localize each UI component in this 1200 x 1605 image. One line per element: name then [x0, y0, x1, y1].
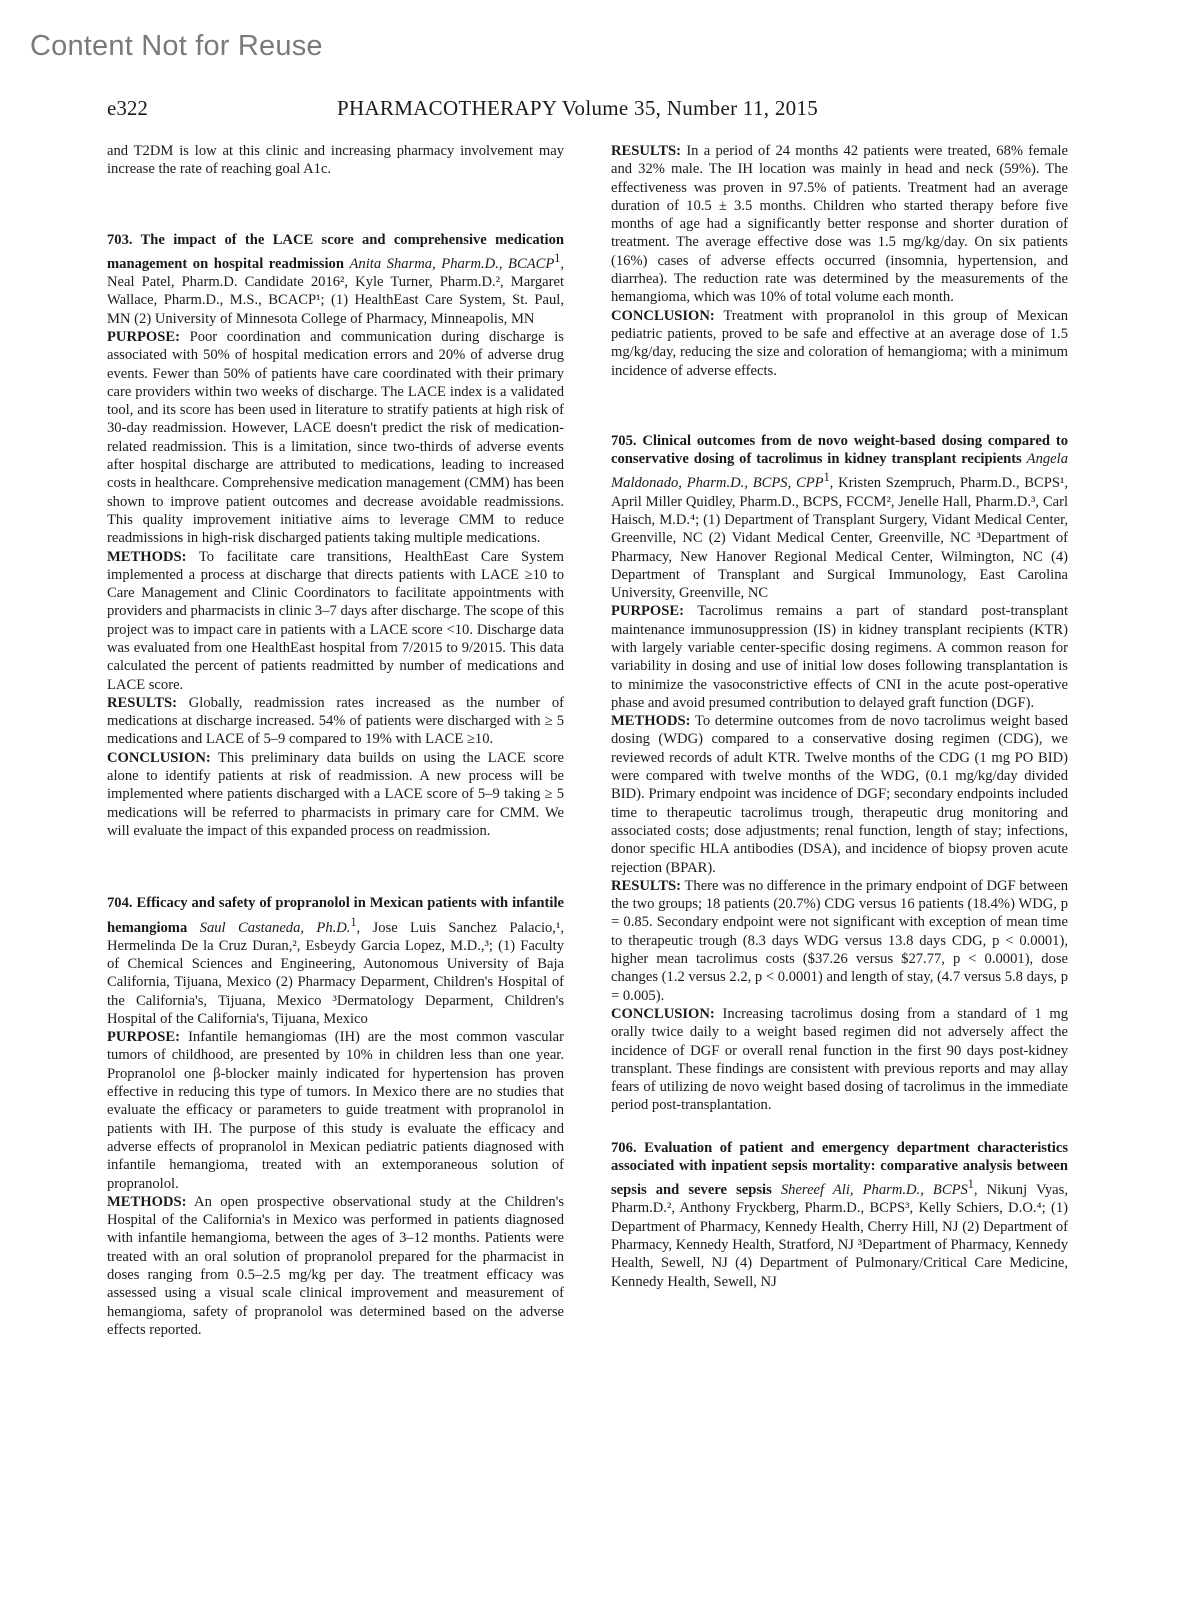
methods-paragraph	[107, 1193, 564, 1339]
results-label: RESULTS:	[107, 694, 178, 711]
purpose-label: PURPOSE:	[107, 1029, 180, 1046]
methods-text: To facilitate care transitions, HealthEast Care System implemented a process at discharge that directs patients with LACE ≥10 to Care Management and Clinic Coordinators to facilitate appointments with providers and pharmacists in clinic 3–7 days after discharge. The scope of this project was to impact care in patients with a LACE score <10. Discharge data was evaluated from one HealthEast hospital from 7/2015 to 9/2015. This data calculated the percent of patients readmitted by number of medications and LACE score.	[107, 548, 565, 693]
conclusion-paragraph	[611, 307, 1068, 380]
author-list: , Nikunj Vyas, Pharm.D.², Anthony Fryckberg, Pharm.D., BCPS³, Kelly Schiers, D.O.⁴; (1) Department of Pharmacy, Kennedy Health, Cherry Hill, NJ (2) Department of Pharmacy, Kennedy Health, Stratford, NJ ³Department of Pharmacy, Kennedy Health, Sewell, NJ (4) Department of Pulmonary/Critical Care Medicine, Kennedy Health, Sewell, NJ	[611, 1182, 1068, 1290]
methods-paragraph	[107, 548, 564, 694]
abstract-heading	[107, 894, 564, 1028]
conclusion-label: CONCLUSION:	[611, 1005, 715, 1022]
author-superscript: 1	[554, 250, 561, 265]
page-number: e322	[107, 96, 148, 120]
abstract-706	[611, 1139, 1068, 1291]
continued-text: and T2DM is low at this clinic and increasing pharmacy involvement may increase the rate of reaching goal A1c.	[107, 143, 564, 178]
abstract-title: 703. The impact of the LACE score and comprehensive medication management on hospital readmission	[107, 231, 564, 272]
methods-paragraph	[611, 712, 1068, 877]
conclusion-text: This preliminary data builds on using the LACE score alone to identify patients at risk of readmission. A new process will be implemented where patients discharged with a LACE score of 5–9 taking ≥ 5 medications will be referred to pharmacists in primary care for CMM. We will evaluate the impact of this expanded process on readmission.	[107, 749, 565, 839]
first-author: Anita Sharma, Pharm.D., BCACP	[349, 255, 555, 272]
purpose-paragraph	[107, 1028, 564, 1193]
journal-header: PHARMACOTHERAPY Volume 35, Number 11, 2015	[337, 96, 819, 120]
methods-label: METHODS:	[611, 713, 691, 730]
author-superscript: 1	[823, 470, 830, 485]
results-label: RESULTS:	[611, 143, 682, 159]
first-author: Saul Castaneda, Ph.D.	[199, 919, 351, 936]
abstract-705	[611, 432, 1068, 1115]
methods-text: An open prospective observational study at the Children's Hospital of the California's in Mexico was performed in patients diagnosed with infantile hemangioma, between the ages of 3–12 months. Patients were treated with an oral solution of propranolol prepared for the pharmacist in doses ranging from 0.5–2.5 mg/kg per day. The treatment efficacy was assessed using a visual scale clinical improvement and measurement of hemangioma, safety of propranolol was determined based on the adverse effects reported.	[107, 1193, 565, 1338]
purpose-label: PURPOSE:	[107, 328, 180, 345]
methods-text: To determine outcomes from de novo tacrolimus weight based dosing (WDG) compared to a conservative dosing regimen (CDG), we reviewed records of adult KTR. Twelve months of the CDG (1 mg PO BID) were compared with twelve months of the WDG, (0.1 mg/kg/day divided BID). Primary endpoint was incidence of DGF; secondary endpoints included time to therapeutic tacrolimus trough, therapeutic drug monitoring and associated costs; dose adjustments; renal function, length of stay; infections, donor specific HLA antibodies (DSA), and incidence of biopsy proven acute rejection (BPAR).	[611, 713, 1068, 876]
conclusion-paragraph	[107, 749, 564, 840]
abstract-title: 705. Clinical outcomes from de novo weight-based dosing compared to conservative dosing of tacrolimus in kidney transplant recipients	[611, 432, 1068, 468]
author-list: , Neal Patel, Pharm.D. Candidate 2016², Kyle Turner, Pharm.D.², Margaret Wallace, Pharm.D., M.S., BCACP¹; (1) HealthEast Care System, St. Paul, MN (2) University of Minnesota College of Pharmacy, Minneapolis, MN	[107, 255, 565, 327]
results-text: There was no difference in the primary endpoint of DGF between the two groups; 18 patients (20.7%) CDG versus 16 patients (18.4%) WDG, p = 0.85. Secondary endpoint were not significant with exception of mean time to therapeutic trough (8.3 days WDG versus 13.8 days CDG, p < 0.0001), higher mean tacrolimus costs ($37.26 versus $27.77, p < 0.0001), dose changes (1.2 versus 2.2, p < 0.0001) and length of stay, (4.7 versus 5.8 days, p = 0.005).	[611, 877, 1069, 1004]
abstract-title: 704. Efficacy and safety of propranolol in Mexican patients with infantile hemangioma	[107, 895, 564, 936]
watermark-text: Content Not for Reuse	[30, 30, 323, 62]
abstract-heading	[107, 231, 564, 328]
conclusion-label: CONCLUSION:	[611, 307, 715, 324]
left-column	[107, 142, 564, 1339]
author-list: , Jose Luis Sanchez Palacio,¹, Hermelinda De la Cruz Duran,², Esbeydy Garcia Lopez, M.D.,³; (1) Faculty of Chemical Sciences and Engineering, Autonomous University of Baja California, Tijuana, Mexico (2) Pharmacy Deparment, Children's Hospital of the California's, Tijuana, Mexico ³Dermatology Deparment, Children's Hospital of the California's, Tijuana, Mexico	[107, 919, 564, 1027]
results-text: Globally, readmission rates increased as the number of medications at discharge increased. 54% of patients were discharged with ≥ 5 medications and LACE of 5–9 compared to 19% with LACE ≥10.	[107, 694, 565, 748]
conclusion-text: Treatment with propranolol in this group of Mexican pediatric patients, proved to be safe and effective at an average dose of 1.5 mg/kg/day, reducing the size and coloration of hemangioma; with a minimum incidence of adverse effects.	[611, 307, 1068, 379]
conclusion-text: Increasing tacrolimus dosing from a standard of 1 mg orally twice daily to a weight based regimen did not adversely affect the incidence of DGF or overall renal function in the first 90 days post-kidney transplant. These findings are consistent with previous reports and may allay fears of utilizing de novo weight based dosing of tacrolimus in the immediate period post-transplantation.	[611, 1005, 1069, 1114]
right-column	[611, 142, 1068, 1291]
abstract-703	[107, 231, 564, 841]
purpose-label: PURPOSE:	[611, 603, 684, 620]
results-label: RESULTS:	[611, 877, 682, 894]
purpose-text: Tacrolimus remains a part of standard post-transplant maintenance immunosuppression (IS) in kidney transplant recipients (KTR) with largely variable center-specific dosing regimens. A common reason for variability in dosing and use of initial low doses following transplantation is to minimize the vasoconstrictive effects of CNI in the acute post-operative phase and avoid presumed contribution to delayed graft function (DGF).	[611, 603, 1069, 711]
author-superscript: 1	[350, 914, 357, 929]
author-list: , Kristen Szempruch, Pharm.D., BCPS¹, April Miller Quidley, Pharm.D., BCPS, FCCM², Jenelle Hall, Pharm.D.³, Carl Haisch, M.D.⁴; (1) Department of Transplant Surgery, Vidant Medical Center, Greenville, NC (2) Vidant Medical Center, Greenville, NC ³Department of Pharmacy, New Hanover Regional Medical Center, Wilmington, NC (4) Department of Transplant and Surgical Immunology, East Carolina University, Greenville, NC	[611, 475, 1068, 602]
abstract-heading	[611, 1139, 1068, 1291]
results-text: In a period of 24 months 42 patients were treated, 68% female and 32% male. The IH location was mainly in head and neck (59%). The effectiveness was proven in 97.5% of patients. Treatment had an average duration of 10.5 ± 3.5 months. Children who started therapy before five months of age had a significantly better response and shorter duration of treatment. The average effective dose was 1.5 mg/kg/day. On six patients (16%) cases of adverse effects occurred (insomnia, hypertension, and diarrhea). The reduction rate was determined by the measurements of the hemangioma, which was 10% of total volume each month.	[611, 143, 1068, 306]
purpose-paragraph	[107, 328, 564, 548]
methods-label: METHODS:	[107, 1193, 187, 1210]
purpose-paragraph	[611, 602, 1068, 712]
conclusion-label: CONCLUSION:	[107, 749, 211, 766]
abstract-704	[107, 894, 564, 1339]
author-superscript: 1	[967, 1177, 974, 1192]
first-author: Shereef Ali, Pharm.D., BCPS	[780, 1182, 968, 1199]
first-author: Angela Maldonado, Pharm.D., BCPS, CPP	[611, 451, 1068, 492]
abstract-704-continued	[611, 142, 1068, 380]
methods-label: METHODS:	[107, 548, 187, 565]
abstract-title: 706. Evaluation of patient and emergency department characteristics associated with inpatient sepsis mortality: comparative analysis between sepsis and severe sepsis	[611, 1139, 1068, 1199]
conclusion-paragraph	[611, 1005, 1068, 1115]
results-paragraph	[611, 142, 1068, 307]
abstract-heading	[611, 432, 1068, 603]
purpose-text: Infantile hemangiomas (IH) are the most common vascular tumors of childhood, are presented by 10% in children less than one year. Propranolol one β-blocker mainly indicated for hypertension has proven effective in reducing this type of tumors. In Mexico there are no studies that evaluate the efficacy or parameters to guide treatment with propranolol in patients with IH. The purpose of this study is evaluate the efficacy and adverse effects of propranolol in Mexican pediatric patients diagnosed with infantile hemangioma, treated with an extemporaneous solution of propranolol.	[107, 1029, 564, 1192]
purpose-text: Poor coordination and communication during discharge is associated with 50% of hospital medication errors and 20% of adverse drug events. Fewer than 50% of patients have care coordinated with their primary care providers within two weeks of discharge. The LACE index is a validated tool, and its score has been used in literature to stratify patients at high risk of 30-day readmission. However, LACE doesn't predict the risk of medication-related readmission. This is a limitation, since two-thirds of adverse events after hospital discharge are attributed to medications, leading to increased costs in healthcare. Comprehensive medication management (CMM) has been shown to improve patient outcomes and decrease avoidable readmissions. This quality improvement initiative aims to leverage CMM to reduce readmissions in high-risk discharged patients taking multiple medications.	[107, 328, 564, 547]
results-paragraph	[107, 694, 564, 749]
results-paragraph	[611, 877, 1068, 1005]
